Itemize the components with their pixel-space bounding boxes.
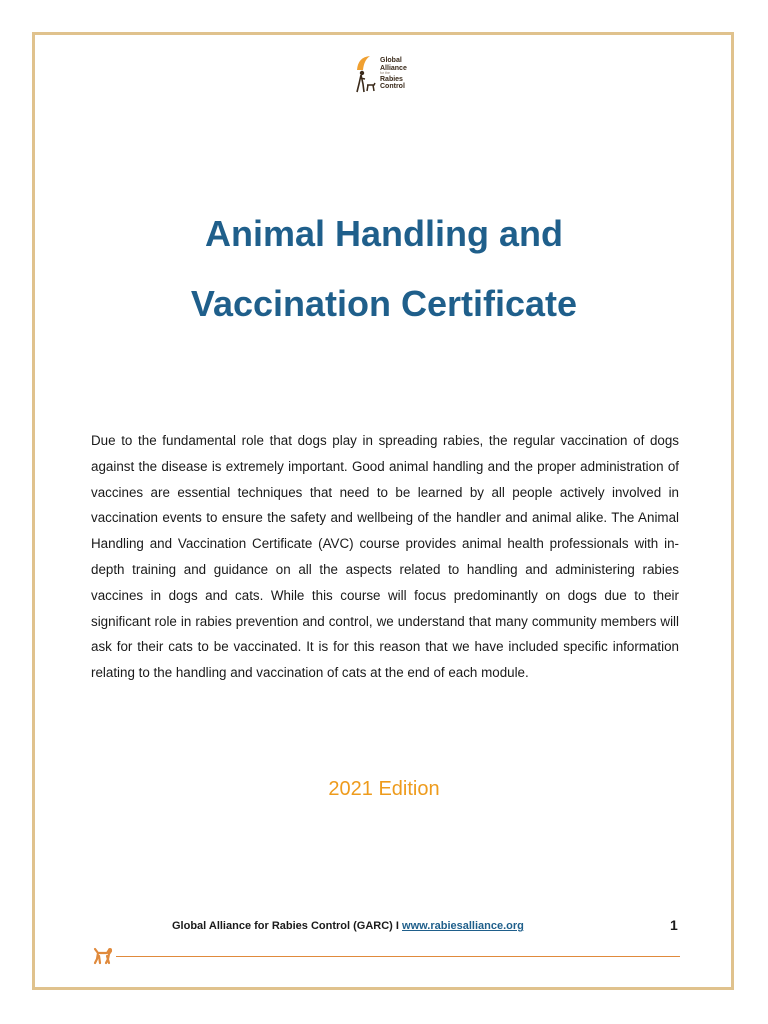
footer-org-text: Global Alliance for Rabies Control (GARC) I xyxy=(172,920,403,932)
garc-logo xyxy=(354,52,418,96)
logo-line-alliance: Alliance xyxy=(380,64,407,72)
title-line-2: Vaccination Certificate xyxy=(190,283,578,324)
garc-logo-icon xyxy=(354,54,378,94)
footer-credit xyxy=(172,919,524,933)
footer-divider xyxy=(116,956,680,957)
page-number: 1 xyxy=(670,917,678,933)
logo-line-rabies: Rabies xyxy=(380,75,403,83)
logo-line-global: Global xyxy=(380,57,402,65)
logo-line-for-the: for the xyxy=(380,71,390,76)
intro-paragraph: Due to the fundamental role that dogs play in spreading rabies, the regular vaccination of dogs against the disease is extremely important. Good animal handling and the proper administration of vaccines are essential techniques that need to be learned by all people actively involved in vaccination events to ensure the safety and wellbeing of the handler and animal alike. The Animal Handling and Vaccination Certificate (AVC) course provides animal health professionals with in-depth training and guidance on all the aspects related to handling and administering rabies vaccines in dogs and cats. While this course will focus predominantly on dogs due to their significant role in rabies prevention and control, we understand that many community members will ask for their cats to be vaccinated. It is for this reason that we have included specific information relating to the handling and vaccination of cats at the end of each module. xyxy=(91,433,679,681)
logo-wordmark xyxy=(380,57,407,90)
edition-label: 2021 Edition xyxy=(328,778,440,800)
logo-line-control: Control xyxy=(380,83,405,91)
dog-icon xyxy=(92,944,114,966)
title-line-1: Animal Handling and xyxy=(204,213,563,254)
footer-website-link[interactable]: www.rabiesalliance.org xyxy=(402,920,524,932)
